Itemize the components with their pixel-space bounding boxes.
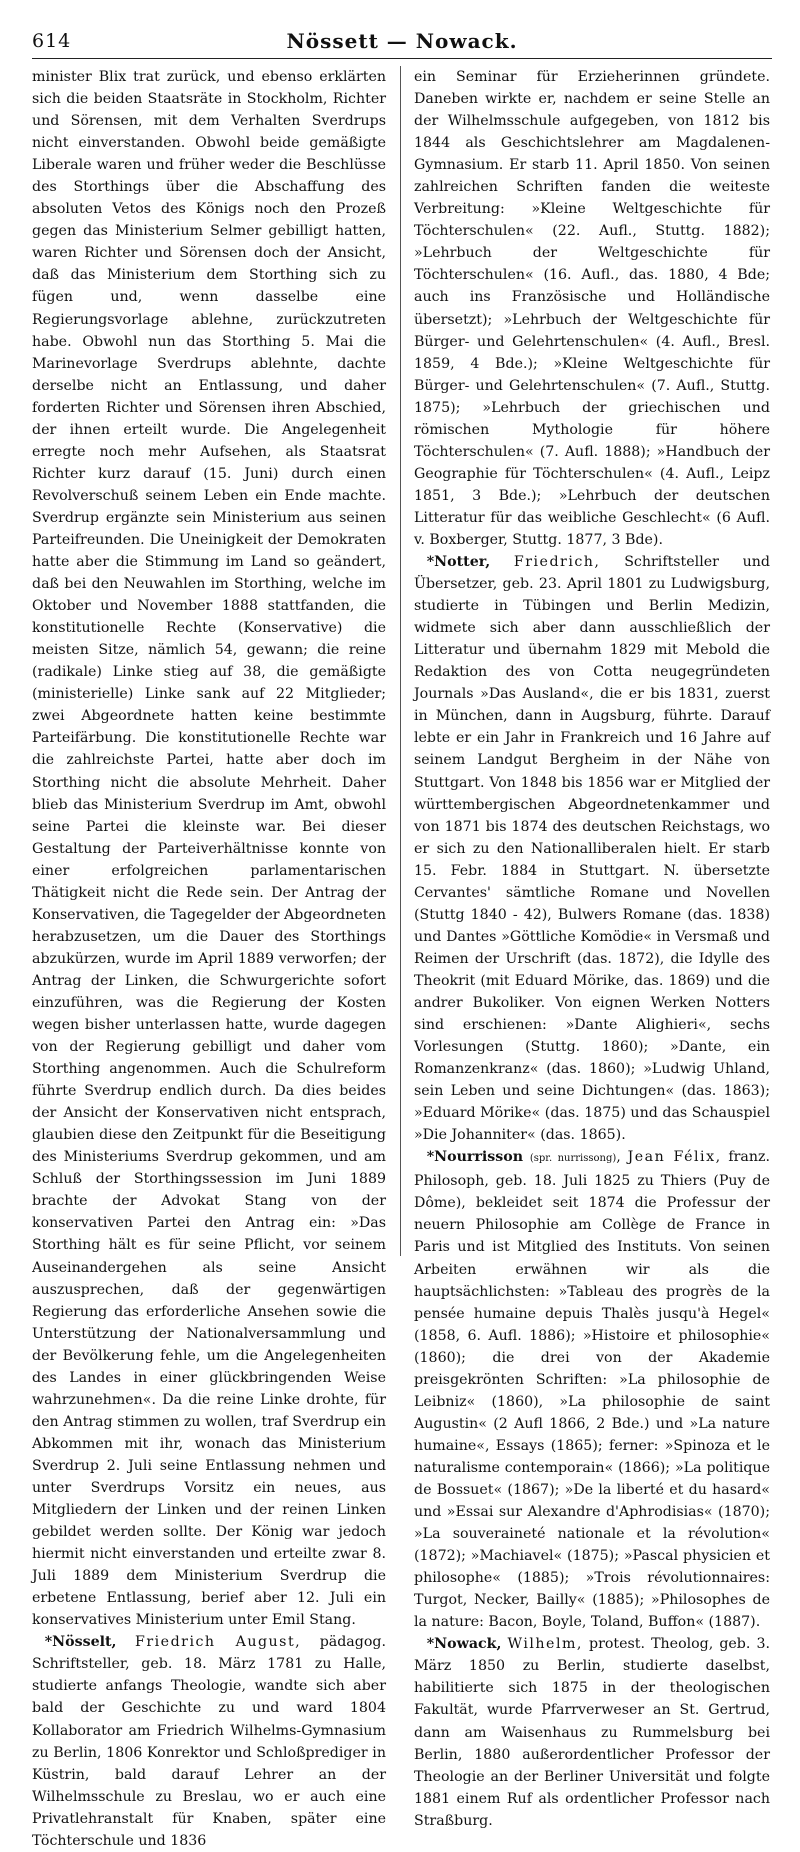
column-divider (400, 66, 401, 1256)
entry-forenames: Friedrich August, (135, 1634, 302, 1651)
entry-text: pädagog. Schriftsteller, geb. 18. März 1781 zu Halle, studierte anfangs Theologie, wandte sich aber bald der Geschichte zu und ward 1804 Kollaborator am Friedrich Wilhelms-Gymnasium zu Berlin, 1806 Konrektor und Schloßprediger in Küstrin, bald darauf Lehrer an der Wilhelmsschule zu Breslau, wo er auch eine Privatlehranstalt für Knaben, später eine Töchterschule und 1836 (32, 1634, 386, 1849)
left-column (32, 66, 386, 1849)
entry-text: protest. Theolog, geb. 3. März 1850 zu Berlin, studierte daselbst, habilitierte sich 1875 in der theologischen Fakultät, wurde Pfarrverweser an St. Gertrud, dann am Waisenhaus zu Rummelsburg bei Berlin, 1880 außerordentlicher Professor der Theologie an der Berliner Universität und folgte 1881 einem Ruf als ordentlicher Professor nach Straßburg. (414, 1636, 770, 1829)
entry-headword: *Nösselt, (44, 1634, 117, 1651)
entry-forenames: Jean Félix, (627, 1149, 722, 1166)
entry-text: franz. Philosoph, geb. 18. Juli 1825 zu Thiers (Puy de Dôme), bekleidet seit 1874 die Professur der neuern Philosophie am Collège de France in Paris und ist Mitglied des Instituts. Von seinen Arbeiten erwähnen wir als die hauptsächlichsten: »Tableau des progrès de la pensée humaine depuis Thalès jusqu'à Hegel« (1858, 6. Aufl. 1886); »Histoire et philosophie« (1860); die drei von der Akademie preisgekrönten Schriften: »La philosophie de Leibniz« (1860), »La philosophie de saint Augustin« (2 Aufl 1866, 2 Bde.) und »La nature humaine«, Essays (1865); ferner: »Spinoza et le naturalisme contemporain« (1866); »La politique de Bossuet« (1867); »De la liberté et du hasard« und »Essai sur Alexandre d'Aphrodisias« (1870); »La souveraineté nationale et la révolution« (1872); »Machiavel« (1875); »Pascal physicien et philosophe« (1885); »Trois révolutionnaires: Turgot, Necker, Bailly« (1885); »Philosophes de la nature: Bacon, Boyle, Toland, Buffon« (1887). (414, 1149, 771, 1631)
page-number: 614 (32, 30, 72, 52)
running-header (32, 28, 772, 59)
entry-nosselt (32, 1631, 386, 1851)
entry-headword: *Nourrisson (426, 1149, 524, 1166)
entry-text: Schriftsteller und Übersetzer, geb. 23. April 1801 zu Ludwigsburg, studierte in Tübingen und Berlin Medizin, widmete sich aber dann ausschließlich der Litteratur und übernahm 1829 mit Mebold die Redaktion des von Cotta neugegründeten Journals »Das Ausland«, die er bis 1831, zuerst in München, dann in Augsburg, führte. Darauf lebte er ein Jahr in Frankreich und 16 Jahre auf seinem Landgut Bergheim in der Nähe von Stuttgart. Von 1848 bis 1856 war er Mitglied der württembergischen Abgeordnetenkammer und von 1871 bis 1874 des deutschen Reichstags, wo er sich zu den Nationalliberalen hielt. Er starb 15. Febr. 1884 in Stuttgart. N. übersetzte Cervantes' sämtliche Romane und Novellen (Stuttg 1840 - 42), Bulwers Romane (das. 1838) und Dantes »Göttliche Komödie« in Versmaß und Reimen der Urschrift (das. 1872), die Idylle des Theokrit (mit Eduard Mörike, das. 1869) und die andrer Bukoliker. Von eignen Werken Notters sind erschienen: »Dante Alighieri«, sechs Vorlesungen (Stuttg. 1860); »Dante, ein Romanzenkranz« (das. 1860); »Ludwig Uhland, sein Leben und seine Dichtungen« (das. 1863); »Eduard Mörike« (das. 1875) und das Schauspiel »Die Johanniter« (das. 1865). (414, 554, 771, 1144)
entry-headword: *Notter, (426, 554, 491, 571)
entry-forenames: Wilhelm, (507, 1636, 583, 1653)
entry-pronunciation: (spr. nurrissong) (529, 1153, 617, 1165)
continued-entry-text: ein Seminar für Erzieherinnen gründete. Daneben wirkte er, nachdem er seine Stelle an der Wilhelmsschule aufgegeben, von 1812 bis 1844 als Geschichtslehrer am Magdalenen-Gymnasium. Er starb 11. April 1850. Von seinen zahlreichen Schriften fanden die weiteste Verbreitung: »Kleine Weltgeschichte für Töchterschulen« (22. Aufl., Stuttg. 1882); »Lehrbuch der Weltgeschichte für Töchterschulen« (16. Aufl., das. 1880, 4 Bde; auch ins Französische und Holländische übersetzt); »Lehrbuch der Weltgeschichte für Bürger- und Gelehrtenschulen« (4. Aufl., Bresl. 1859, 4 Bde.); »Kleine Weltgeschichte für Bürger- und Gelehrtenschulen« (7. Aufl., Stuttg. 1875); »Lehrbuch der griechischen und römischen Mythologie für höhere Töchterschulen« (7. Aufl. 1888); »Handbuch der Geographie für Töchterschulen« (4. Aufl., Leipz 1851, 3 Bde.); »Lehrbuch der deutschen Litteratur für das weibliche Geschlecht« (6 Aufl. v. Boxberger, Stuttg. 1877, 3 Bde). (414, 69, 770, 548)
entry-nowack (414, 1633, 770, 1831)
entry-notter (414, 551, 770, 1146)
entry-forenames: Friedrich, (513, 554, 601, 571)
entry-headword: *Nowack, (426, 1636, 502, 1653)
right-column (414, 66, 771, 1829)
continued-article-text: minister Blix trat zurück, und ebenso erklärten sich die beiden Staatsräte in Stockholm, Richter und Sörensen, mit dem Verhalten Sverdrups nicht einverstanden. Obwohl beide gemäßigte Liberale waren und früher weder die Beschlüsse des Storthings über die Abschaffung des absoluten Vetos des Königs noch den Prozeß gegen das Ministerium Selmer gebilligt hatten, waren Richter und Sörensen doch der Ansicht, daß das Ministerium dem Storthing sich zu fügen und, wenn dasselbe eine Regierungsvorlage ablehne, zurückzutreten habe. Obwohl nun das Storthing 5. Mai die Marinevorlage Sverdrups ablehnte, dachte derselbe nicht an Entlassung, und daher forderten Richter und Sörensen ihren Abschied, der ihnen erteilt wurde. Die Angelegenheit erregte noch mehr Aufsehen, als Staatsrat Richter kurz darauf (15. Juni) durch einen Revolverschuß seinem Leben ein Ende machte. Sverdrup ergänzte sein Ministerium aus seinen Parteifreunden. Die Uneinigkeit der Demokraten hatte aber die Stimmung im Land so geändert, daß bei den Neuwahlen im Storthing, welche im Oktober und November 1888 stattfanden, die konstitutionelle Rechte (Konservative) die meisten Sitze, nämlich 54, gewann; die reine (radikale) Linke stieg auf 38, die gemäßigte (ministerielle) Linke sank auf 22 Mitglieder; zwei Abgeordnete hatten keine bestimmte Parteifärbung. Die konstitutionelle Rechte war die zahlreichste Partei, hatte aber doch im Storthing nicht die absolute Mehrheit. Daher blieb das Ministerium Sverdrup im Amt, obwohl seine Partei die kleinste war. Bei dieser Gestaltung der Parteiverhältnisse konnte von einer erfolgreichen parlamentarischen Thätigkeit nicht die Rede sein. Der Antrag der Konservativen, die Tagegelder der Abgeordneten herabzusetzen, um die Dauer des Storthings abzukürzen, wurde im April 1889 verworfen; der Antrag der Linken, die Schwurgerichte sofort einzuführen, was die Regierung der Kosten wegen bisher unterlassen hatte, wurde dagegen von der Regierung gebilligt und daher vom Storthing angenommen. Auch die Schulreform führte Sverdrup endlich durch. Da dies beides der Ansicht der Konservativen nicht entsprach, glaubien diese den Zeitpunkt für die Beseitigung des Ministeriums Sverdrup gekommen, und am Schluß der Storthingssession im Juni 1889 brachte der Advokat Stang von der konservativen Partei den Antrag ein: »Das Storthing hält es für seine Pflicht, vor seinem Auseinandergehen als seine Ansicht auszusprechen, daß der gegenwärtigen Regierung das erforderliche Ansehen sowie die Unterstützung der Nationalversammlung und der Bevölkerung fehle, um die Angelegenheiten des Landes in einer glückbringenden Weise wahrzunehmen«. Da die reine Linke drohte, für den Antrag stimmen zu wollen, traf Sverdrup ein Abkommen mit ihr, wonach das Ministerium Sverdrup 2. Juli seine Entlassung nehmen und unter Sverdrups Vorsitz ein neues, aus Mitgliedern der Linken und der reinen Linken gebildet werden sollte. Der König war jedoch hiermit nicht einverstanden und erteilte zwar 8. Juli 1889 dem Ministerium Sverdrup die erbetene Entlassung, berief aber 12. Juli ein konservatives Ministerium unter Emil Stang. (32, 69, 386, 1629)
entry-nourrisson: *Nourrisson (spr. nurrissong), Jean Félix, franz. Philosoph, geb. 18. Juli 1825 zu Thiers (Puy de Dôme), bekleidet seit 1874 die Professur der neuern Philosophie am Collège de France in Paris und ist Mitglied des Instituts. Von seinen Arbeiten erwähnen wir als die hauptsächlichsten: »Tableau des progrès de la pensée humaine depuis Thalès jusqu'à Hegel« (1858, 6. Aufl. 1886); »Histoire et philosophie« (1860); die drei von der Akademie preisgekrönten Schriften: »La philosophie de Leibniz« (1860), »La philosophie de saint Augustin« (2 Aufl 1866, 2 Bde.) und »La nature humaine«, Essays (1865); ferner: »Spinoza et le naturalisme contemporain« (1866); »La politique de Bossuet« (1867); »De la liberté et du hasard« und »Essai sur Alexandre d'Aphrodisias« (1870); »La souveraineté nationale et la révolution« (1872); »Machiavel« (1875); »Pascal physicien et philosophe« (1885); »Trois révolutionnaires: Turgot, Necker, Bailly« (1885); »Philosophes de la nature: Bacon, Boyle, Toland, Buffon« (1887). (414, 1149, 771, 1631)
running-title: Nössett — Nowack. (286, 29, 518, 53)
